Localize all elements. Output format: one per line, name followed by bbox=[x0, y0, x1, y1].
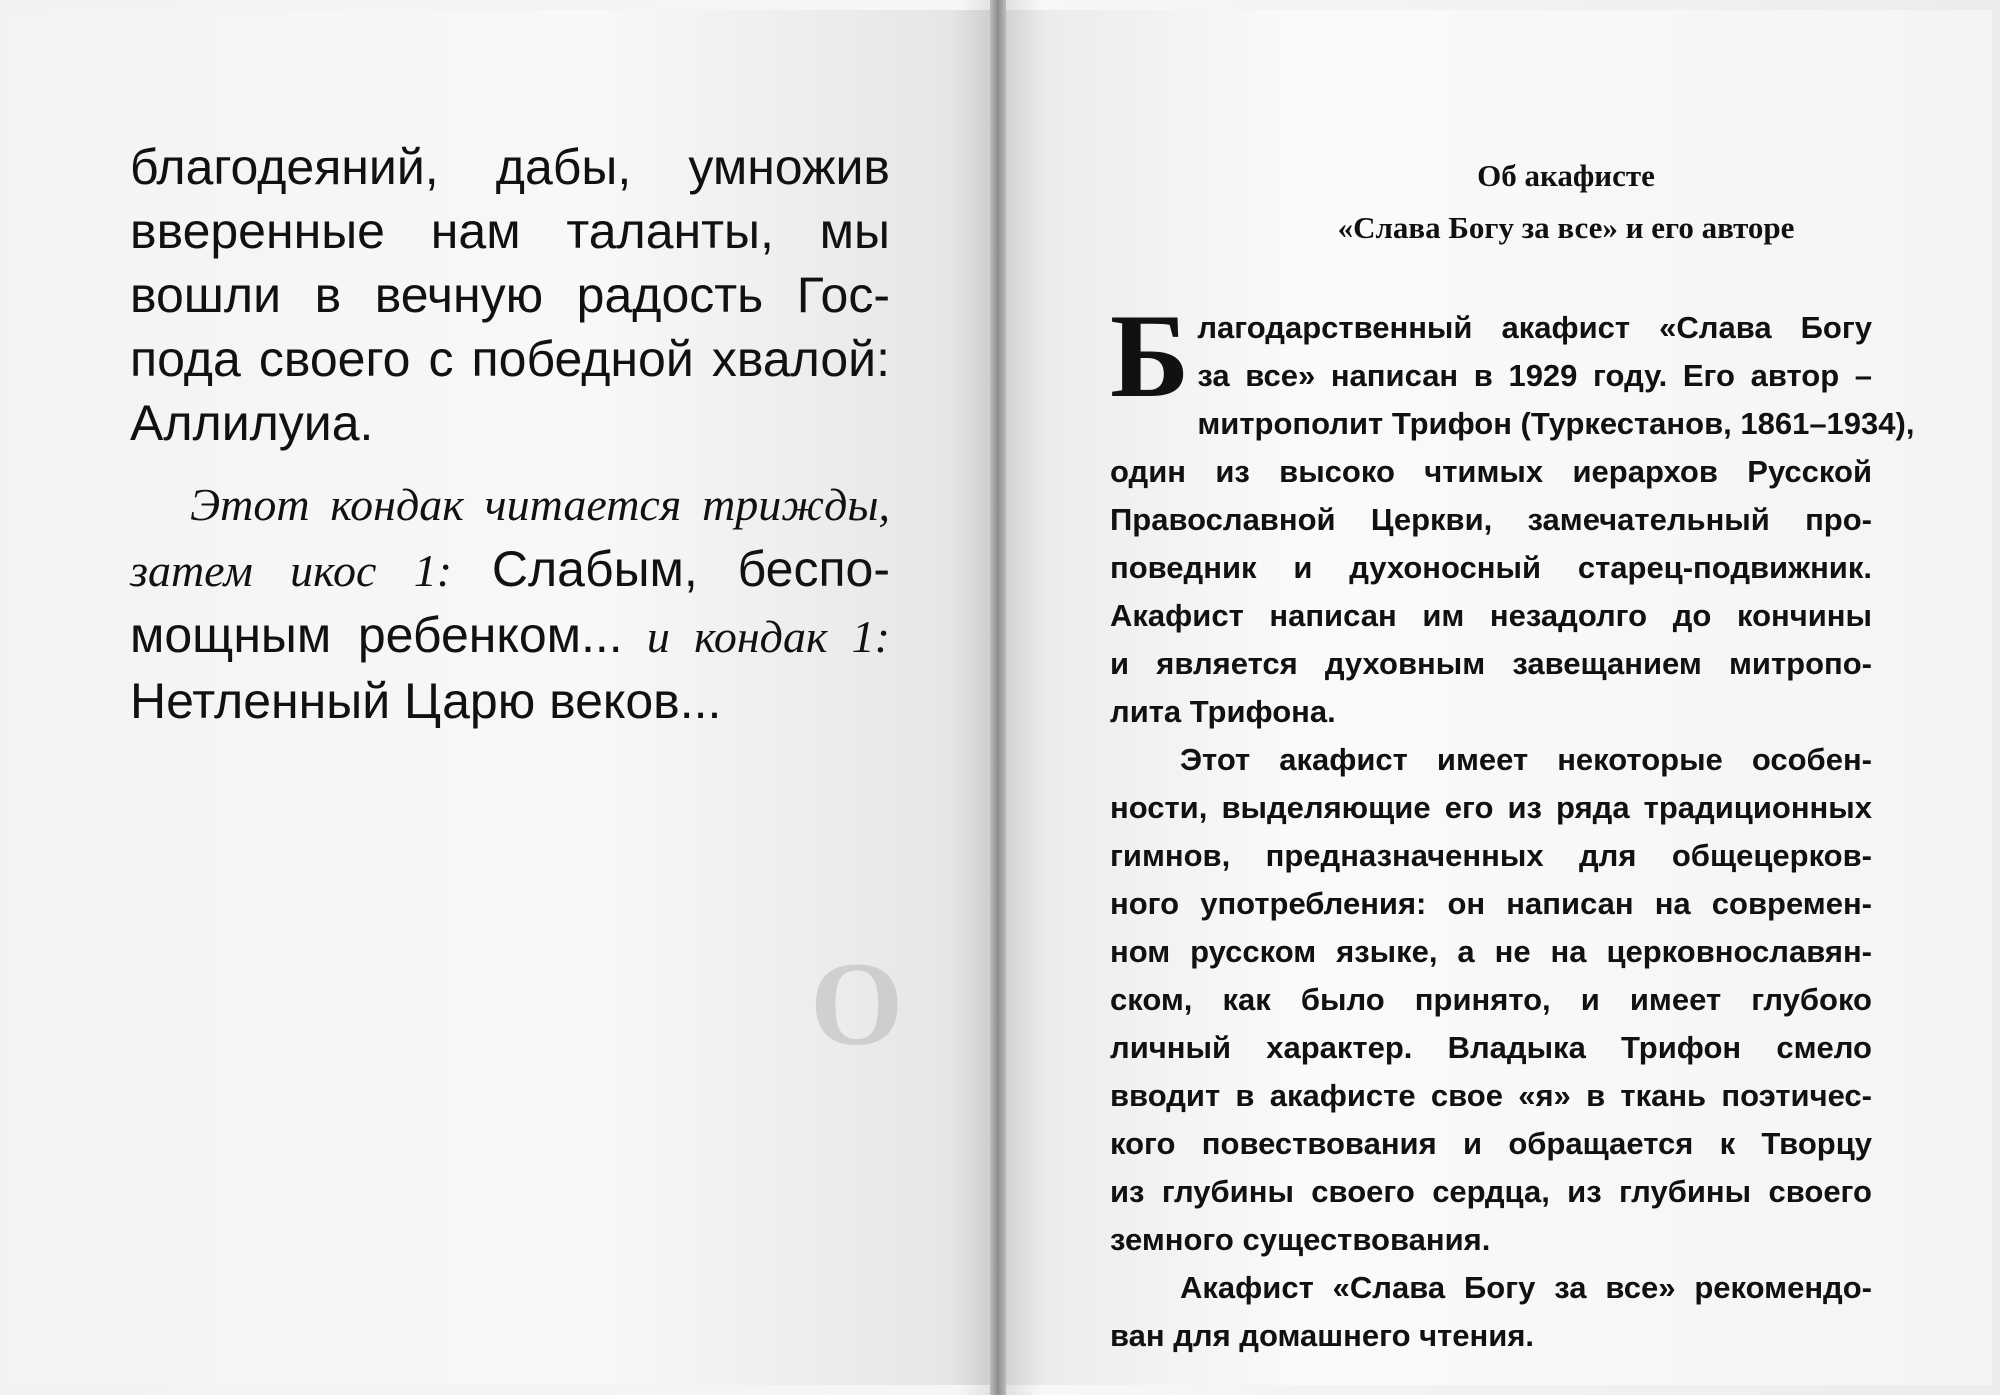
rubric-line-3 bbox=[130, 603, 890, 669]
p1-line: за все» написан в 1929 году. Его автор – bbox=[1197, 358, 1872, 393]
p2-line: гимнов, предназначенных для общецерков- bbox=[1110, 838, 1872, 873]
left-line-1: благодеяний, дабы, умножив bbox=[130, 139, 890, 195]
left-line-5: Аллилуиа. bbox=[130, 395, 374, 451]
p1-line: лагодарственный акафист «Слава Богу bbox=[1197, 310, 1872, 345]
p2-line: ском, как было принято, и имеет глубоко bbox=[1110, 982, 1872, 1017]
p1-line: поведник и духоносный старец-подвижник. bbox=[1110, 550, 1872, 585]
book-gutter bbox=[990, 0, 1006, 1395]
p1-line: Православной Церкви, замечательный про- bbox=[1110, 502, 1872, 537]
p1-line: Акафист написан им незадолго до кончины bbox=[1110, 598, 1872, 633]
rubric-italic-ikos: затем икос 1: bbox=[130, 545, 453, 596]
p1-line: митрополит Трифон (Туркестанов, 1861–1934), bbox=[1197, 406, 1915, 441]
paragraph-3 bbox=[1110, 1264, 1872, 1360]
left-line-3: вошли в вечную радость Гос- bbox=[130, 267, 890, 323]
drop-cap: Б bbox=[1110, 289, 1190, 422]
p1-line: лита Трифона. bbox=[1110, 694, 1336, 729]
p3-line: Акафист «Слава Богу за все» рекомендо- bbox=[1180, 1270, 1872, 1305]
bleed-through-initial: О bbox=[810, 937, 904, 1070]
p2-line: Этот акафист имеет некоторые особен- bbox=[1180, 742, 1872, 777]
p2-line: ном русском языке, а не на церковнославян- bbox=[1110, 934, 1872, 969]
p2-line: вводит в акафисте свое «я» в ткань поэтичес- bbox=[1110, 1078, 1872, 1113]
heading-line-1: Об акафисте bbox=[1477, 158, 1655, 193]
heading-line-2: «Слава Богу за все» и его авторе bbox=[1337, 210, 1795, 245]
p3-line: ван для домашнего чтения. bbox=[1110, 1318, 1535, 1353]
p2-line: ного употребления: он написан на современ- bbox=[1110, 886, 1872, 921]
paragraph-2 bbox=[1110, 736, 1872, 1264]
rubric-line-2 bbox=[130, 537, 890, 603]
rubric-normal-slabym: Слабым, беспо- bbox=[452, 541, 890, 597]
article-body bbox=[1110, 289, 1915, 1360]
p2-line: кого повествования и обращается к Творцу bbox=[1110, 1126, 1872, 1161]
left-line-2: вверенные нам таланты, мы bbox=[130, 203, 890, 259]
left-page-text bbox=[130, 135, 890, 733]
section-heading bbox=[1110, 150, 1872, 254]
rubric-normal-rebenkom: мощным ребенком... bbox=[130, 607, 623, 663]
paragraph-1 bbox=[1110, 289, 1915, 736]
p1-line: и является духовным завещанием митропо- bbox=[1110, 646, 1872, 681]
p2-line: из глубины своего сердца, из глубины своего bbox=[1110, 1174, 1872, 1209]
rubric-line-1: Этот кондак читается трижды, bbox=[190, 479, 890, 530]
p2-line: ности, выделяющие его из ряда традиционных bbox=[1110, 790, 1872, 825]
rubric-line-4: Нетленный Царю веков... bbox=[130, 673, 722, 729]
p1-line: один из высоко чтимых иерархов Русской bbox=[1110, 454, 1872, 489]
rubric-italic-kondak: и кондак 1: bbox=[622, 611, 890, 662]
p2-line: личный характер. Владыка Трифон смело bbox=[1110, 1030, 1872, 1065]
right-page-text bbox=[1110, 150, 1915, 1360]
left-line-4: пода своего с победной хвалой: bbox=[130, 331, 890, 387]
p2-line: земного существования. bbox=[1110, 1222, 1491, 1257]
